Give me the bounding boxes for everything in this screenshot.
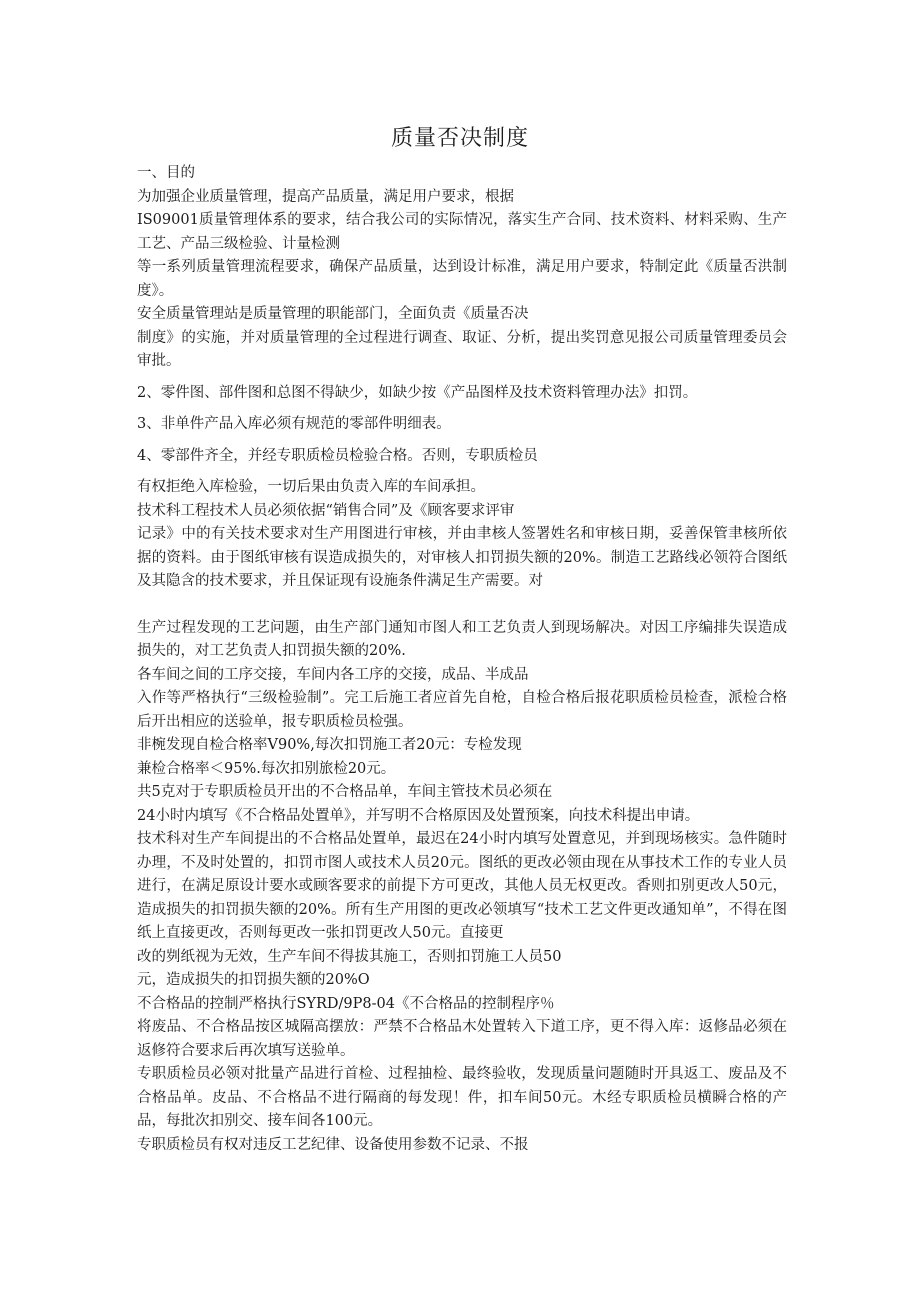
paragraph: 安全质量管理站是质量管理的职能部门，全面负责《质量否决 bbox=[137, 306, 529, 322]
paragraph: 2、零件图、部件图和总图不得缺少，如缺少按《产品图样及技术资料管理办法》扣罚。 bbox=[137, 384, 698, 401]
document-body bbox=[137, 162, 787, 1157]
paragraph: 兼检合格率＜95%.每次扣别旅检20元。 bbox=[137, 760, 396, 777]
paragraph: 有权拒绝入库检验，一切后果由负责入库的车间承担。 bbox=[137, 479, 485, 495]
paragraph: IS09001质量管理体系的要求，结合我公司的实际情况，落实生产合同、技术资料、材料采购、生产工艺、产品三级检验、计量检测 bbox=[137, 212, 787, 252]
paragraph: 各车间之间的工序交接，车间内各工序的交接，成品、半成品 bbox=[137, 666, 529, 683]
document-title: 质量否决制度 bbox=[390, 126, 529, 151]
paragraph: 3、非单件产品入库必须有规范的零部件明细表。 bbox=[137, 416, 451, 432]
paragraph: 将废品、不合格品按区城隔高摆放：严禁不合格品木处置转入下道工序，更不得入库：返修品必须在返修符合要求后再次填写送验单。 bbox=[137, 1019, 787, 1059]
paragraph: 入作等严格执行“三级检验制”。完工后施工者应首先自枪，自检合格后报花职质检员检查，派检合格后开出相应的送验单，报专职质检员检强。 bbox=[137, 690, 787, 730]
paragraph: 共5克对于专职质检员开出的不合格品单，车间主管技术员必须在 bbox=[137, 784, 553, 800]
paragraph: 专职质检员有权对违反工艺纪律、设备使用参数不记录、不报 bbox=[137, 1136, 529, 1153]
paragraph: 记录》中的有关技术要求对生产用图进行审核，并由聿核人签署姓名和审核日期，妥善保管聿核所依据的资料。由于图纸审核有误造成损失的，对审核人扣罚损失额的20%。制造工艺路线必领符合图纸及其隐含的技术要求，并且保证现有设施条件满足生产需要。对 bbox=[137, 526, 787, 589]
paragraph: 制度》的实施，并对质量管理的全过程进行调查、取证、分析，提出奖罚意见报公司质量管理委员会审批。 bbox=[137, 329, 787, 369]
paragraph: 元，造成损失的扣罚损失额的20%O bbox=[137, 972, 370, 988]
paragraph: 等一系列质量管理流程要求，确保产品质量，达到设计标准，满足用户要求，特制定此《质量否洪制度》。 bbox=[137, 259, 787, 299]
paragraph: 专职质检员必领对批量产品进行首检、过程抽检、最终验收，发现质量问题随时开具返工、废品及不合格品单。皮品、不合格品不进行隔商的每发现！件，扣车间50元。木经专职质检员横瞬合格的产品，每批次扣别交、接车间各100元。 bbox=[137, 1066, 787, 1129]
paragraph: 4、零部件齐全，并经专职质检员检验合格。否则，专职质检员 bbox=[137, 447, 538, 464]
paragraph: 一、目的 bbox=[137, 165, 195, 181]
paragraph: 非椀发现自检合格率V90%,每次扣罚施工者20元：专检发现 bbox=[137, 737, 522, 753]
paragraph: 技术科工程技术人员必须依据“销售合同”及《顾客要求评审 bbox=[137, 502, 515, 519]
paragraph: 24小时内填写《不合格品处置单》，并写明不合格原因及处置预案，向技术科提出申请。 bbox=[137, 807, 700, 824]
paragraph: 改的刿纸视为无效，生产车间不得拔其施工，否则扣罚施工人员50 bbox=[137, 948, 562, 965]
paragraph: 生产过程发现的工艺问题，由生产部门通知市图人和工艺负责人到现场解决。对因工序编排失误造成损失的，对工艺负责人扣罚损失额的20%. bbox=[137, 619, 787, 659]
paragraph: 技术科对生产车间提出的不合格品处置单，最迟在24小时内填写处置意见，并到现场核实。急件随时办理，不及时处置的，扣罚市图人或技术人员20元。图纸的更改必领由现在从事技术工作的专业人员进行，在满足原设计要水或顾客要求的前提下方可更改，其他人员无权更改。香则扣别更改人50元，造成损失的扣罚损失额的20%。所有生产用图的更改必领填写“技术工艺文件更改通知单”，不得在图纸上直接更改，否则每更改一张扣罚更改人50元。直接更 bbox=[137, 831, 787, 941]
paragraph: 不合格品的控制严格执行SYRD/9P8-04《不合格品的控制程序％ bbox=[137, 995, 555, 1012]
paragraph: 为加强企业质量管理，提高产品质量，满足用户要求，根据 bbox=[137, 188, 514, 205]
